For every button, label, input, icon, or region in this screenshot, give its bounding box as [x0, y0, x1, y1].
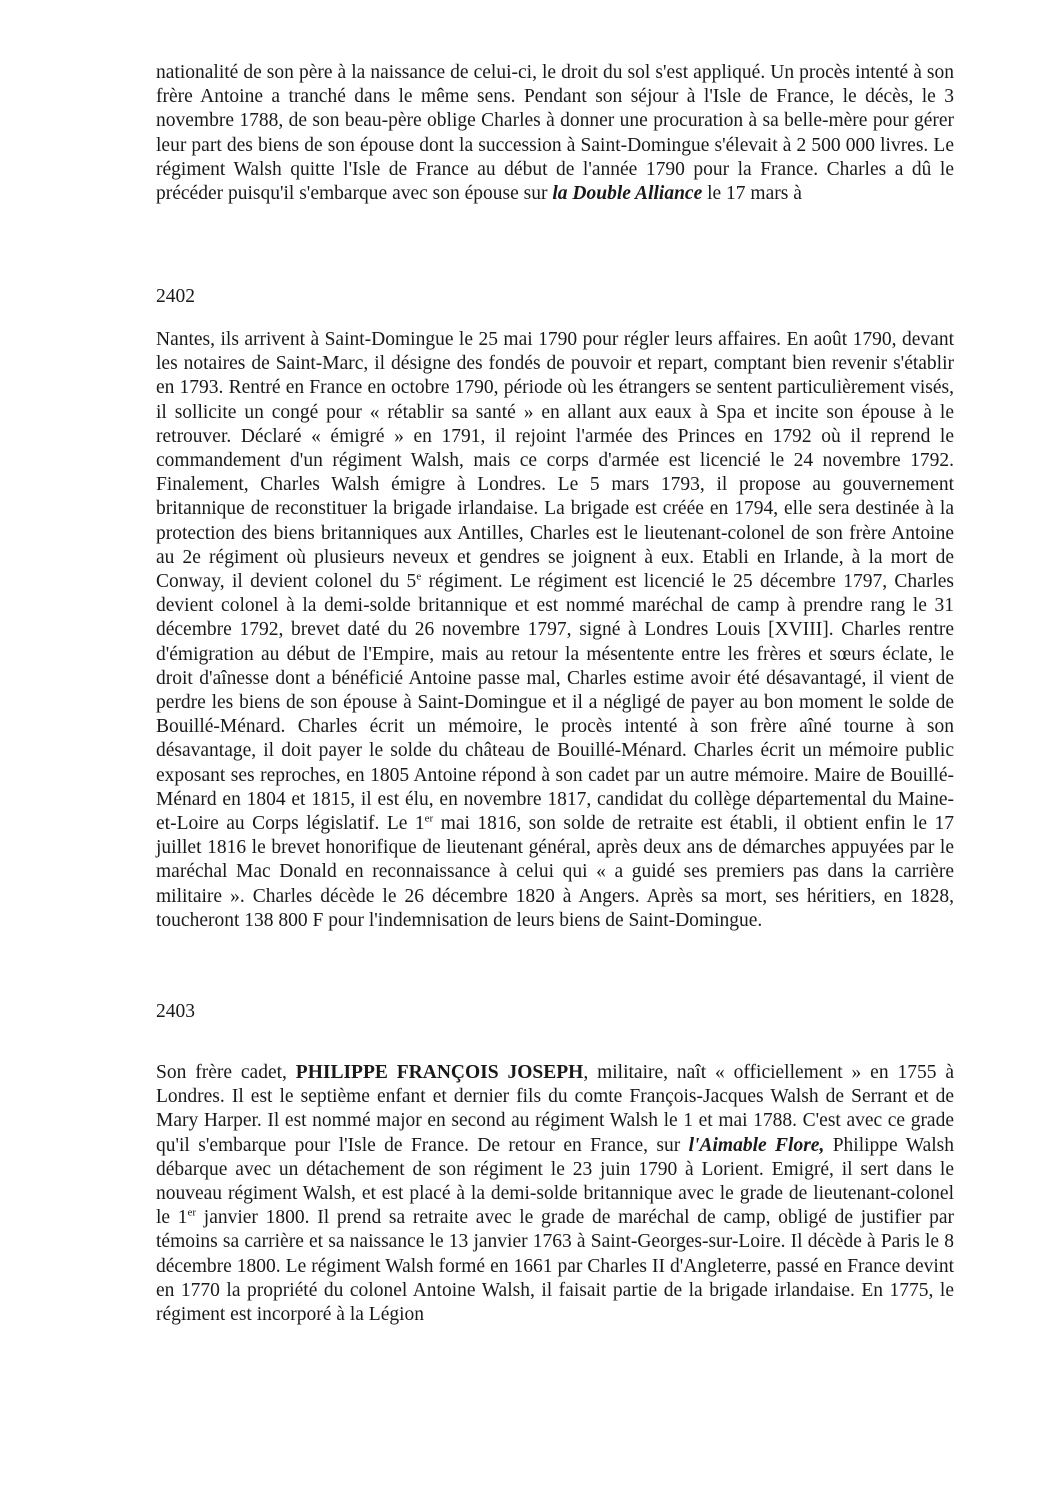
ship-name-aimable-flore: l'Aimable Flore,	[688, 1134, 825, 1156]
paragraph-3-text-a: Son frère cadet,	[156, 1062, 296, 1083]
paragraph-2-text-c: mai 1816, son solde de retraite est établi, il obtient enfin le 17 juillet 1816 le brevet honorifique de lieutenant général, après deux ans de démarches appuyées par le maréchal Mac Donald en reconnaissance à celui qui « a guidé ses premiers pas dans la carrière militaire ». Charles décède le 26 décembre 1820 à Angers. Après sa mort, ses héritiers, en 1828, toucheront 138 800 F pour l'indemnisation de leurs biens de Saint-Domingue.	[156, 813, 954, 931]
paragraph-2	[156, 328, 954, 933]
paragraph-2-text-b: régiment. Le régiment est licencié le 25 décembre 1797, Charles devient colonel à la demi-solde britannique et est nommé maréchal de camp à prendre rang le 31 décembre 1792, brevet daté du 26 novembre 1797, signé à Londres Louis [XVIII]. Charles rentre d'émigration au début de l'Empire, mais au retour la mésentente entre les frères et sœurs éclate, le droit d'aînesse dont a bénéficié Antoine passe mal, Charles estime avoir été désavantagé, il vient de perdre les biens de son épouse à Saint-Domingue et il a négligé de payer au bon moment le solde de Bouillé-Ménard. Charles écrit un mémoire, le procès intenté à son frère aîné tourne à son désavantage, il doit payer le solde du château de Bouillé-Ménard. Charles écrit un mémoire public exposant ses reproches, en 1805 Antoine répond à son cadet par un autre mémoire. Maire de Bouillé-Ménard en 1804 et 1815, il est élu, en novembre 1817, candidat du collège départemental du Maine-et-Loire au Corps législatif. Le 1	[156, 571, 954, 835]
paragraph-1-text: nationalité de son père à la naissance de celui-ci, le droit du sol s'est appliqué. Un procès intenté à son frère Antoine a tranché dans le même sens. Pendant son séjour à l'Isle de France, le décès, le 3 novembre 1788, de son beau-père oblige Charles à donner une procuration à sa belle-mère pour gérer leur part des biens de son épouse dont la succession à Saint-Domingue s'élevait à 2 500 000 livres. Le régiment Walsh quitte l'Isle de France au début de l'année 1790 pour la France. Charles a dû le précéder puisqu'il s'embarque avec son épouse sur	[156, 62, 954, 205]
person-name-philippe: PHILIPPE FRANÇOIS JOSEPH	[295, 1062, 584, 1083]
ship-name-double-alliance: la Double Alliance	[552, 183, 703, 205]
paragraph-1	[156, 61, 954, 206]
superscript-er-2: er	[187, 1206, 197, 1219]
superscript-e: e	[416, 570, 422, 583]
superscript-er: er	[424, 812, 434, 825]
page-number-2403: 2403	[156, 1001, 195, 1022]
page-number-2402: 2402	[156, 286, 195, 307]
paragraph-3-text-b: , militaire, naît « officiellement » en 1755 à Londres. Il est le septième enfant et dernier fils du comte François-Jacques Walsh de Serrant et de Mary Harper. Il est nommé major en second au régiment Walsh le 1 et mai 1788. C'est avec ce grade qu'il s'embarque pour l'Isle de France. De retour en France, sur	[156, 1062, 954, 1156]
paragraph-1-text-end: le 17 mars à	[702, 183, 802, 205]
paragraph-2-text-a: Nantes, ils arrivent à Saint-Domingue le 25 mai 1790 pour régler leurs affaires. En août 1790, devant les notaires de Saint-Marc, il désigne des fondés de pouvoir et repart, comptant bien revenir s'établir en 1793. Rentré en France en octobre 1790, période où les étrangers se sentent particulièrement visés, il sollicite un congé pour « rétablir sa santé » en allant aux eaux à Spa et incite son épouse à le retrouver. Déclaré « émigré » en 1791, il rejoint l'armée des Princes en 1792 où il reprend le commandement d'un régiment Walsh, mais ce corps d'armée est licencié le 24 novembre 1792. Finalement, Charles Walsh émigre à Londres. Le 5 mars 1793, il propose au gouvernement britannique de reconstituer la brigade irlandaise. La brigade est créée en 1794, elle sera destinée à la protection des biens britanniques aux Antilles, Charles est le lieutenant-colonel de son frère Antoine au 2e régiment où plusieurs neveux et gendres se joignent à eux. Etabli en Irlande, à la mort de Conway, il devient colonel du 5	[156, 329, 954, 593]
paragraph-3-text-d: janvier 1800. Il prend sa retraite avec le grade de maréchal de camp, obligé de justifier par témoins sa carrière et sa naissance le 13 janvier 1763 à Saint-Georges-sur-Loire. Il décède à Paris le 8 décembre 1800. Le régiment Walsh formé en 1661 par Charles II d'Angleterre, passé en France devint en 1770 la propriété du colonel Antoine Walsh, il faisait partie de la brigade irlandaise. En 1775, le régiment est incorporé à la Légion	[156, 1207, 954, 1326]
paragraph-3	[156, 1061, 954, 1327]
paragraph-3-text-c: Philippe Walsh débarque avec un détachement de son régiment le 23 juin 1790 à Lorient. Emigré, il sert dans le nouveau régiment Walsh, et est placé à la demi-solde britannique avec le grade de lieutenant-colonel le 1	[156, 1134, 954, 1229]
